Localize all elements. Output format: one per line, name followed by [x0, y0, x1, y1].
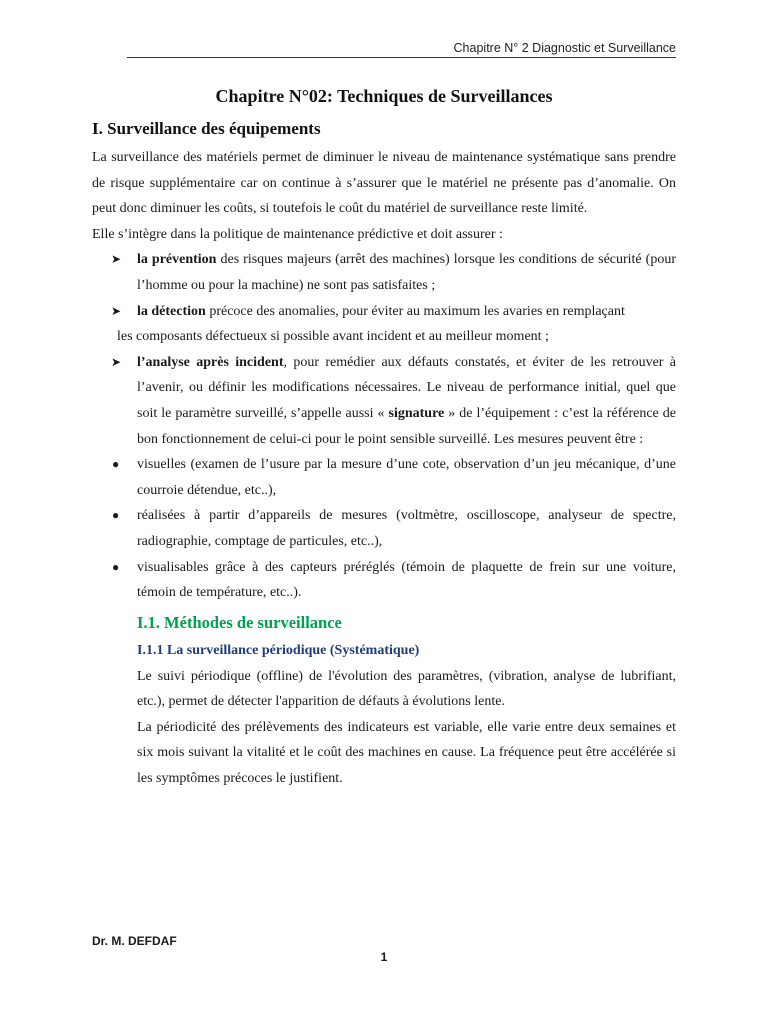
subsection-heading: I.1. Méthodes de surveillance [137, 612, 342, 632]
dot-bullet-icon: ● [112, 559, 120, 574]
page-number: 1 [380, 950, 388, 964]
arrowhead-bullet-icon: ➤ [111, 303, 122, 318]
intro-sentence: Elle s’intègre dans la politique de maintenance prédictive et doit assurer : [92, 226, 503, 242]
list-item: ➤ l’analyse après incident, pour remédier aux défauts constatés, et éviter de les retrouver à l’avenir, ou définir les modifications nécessaires. Le niveau de performance initial, quel que soit le paramètre surveillé, s’appelle aussi « signature » de l’équipement : c’est la référence de bon fonctionnement de celui-ci pour le point sensible surveillé. Les mesures peuvent être : [92, 350, 676, 452]
list-item: ● réalisées à partir d’appareils de mesures (voltmètre, oscilloscope, analyseur de spectre, radiographie, comptage de particules, etc..), [92, 503, 676, 554]
list-item: ● visuelles (examen de l’usure par la mesure d’une cote, observation d’un jeu mécanique, d’une courroie détendue, etc..), [92, 452, 676, 503]
author-footer: Dr. M. DEFDAF [92, 934, 177, 948]
section-heading: I. Surveillance des équipements [92, 119, 321, 138]
intro-paragraph: La surveillance des matériels permet de diminuer le niveau de maintenance systématique sans prendre de risque supplémentaire car on continue à s’assurer que le matériel ne présente pas d’anomalie. On peut donc diminuer les coûts, si toutefois le coût du matériel de surveillance reste limité. [92, 150, 676, 217]
dot-bullet-icon: ● [112, 508, 120, 523]
paragraph: Le suivi périodique (offline) de l'évolution des paramètres, (vibration, analyse de lubrifiant, etc.), permet de détecter l'apparition de défauts à évolutions lente. [137, 668, 676, 710]
chapter-title: Chapitre N°02: Techniques de Surveillances [215, 86, 553, 106]
list-item: ➤ la prévention des risques majeurs (arrêt des machines) lorsque les conditions de sécurité (pour l’homme ou pour la machine) ne sont pas satisfaites ; [92, 247, 676, 298]
dot-bullet-icon: ● [112, 457, 120, 472]
list-item: ● visualisables grâce à des capteurs préréglés (témoin de plaquette de frein sur une voiture, témoin de température, etc..). [92, 555, 676, 606]
paragraph: La périodicité des prélèvements des indicateurs est variable, elle varie entre deux semaines et six mois suivant la vitalité et le coût des machines en cause. La fréquence peut être accélérée si les symptômes précoces le justifient. [137, 719, 676, 787]
document-body [92, 145, 676, 792]
running-header: Chapitre N° 2 Diagnostic et Surveillance [127, 41, 676, 58]
list-item: ➤ la détection précoce des anomalies, pour éviter au maximum les avaries en remplaçant les composants défectueux si possible avant incident et au meilleur moment ; [92, 299, 676, 350]
sub-subsection-heading: I.1.1 La surveillance périodique (Systématique) [137, 642, 420, 658]
arrowhead-bullet-icon: ➤ [111, 252, 122, 267]
arrowhead-bullet-icon: ➤ [111, 354, 122, 369]
